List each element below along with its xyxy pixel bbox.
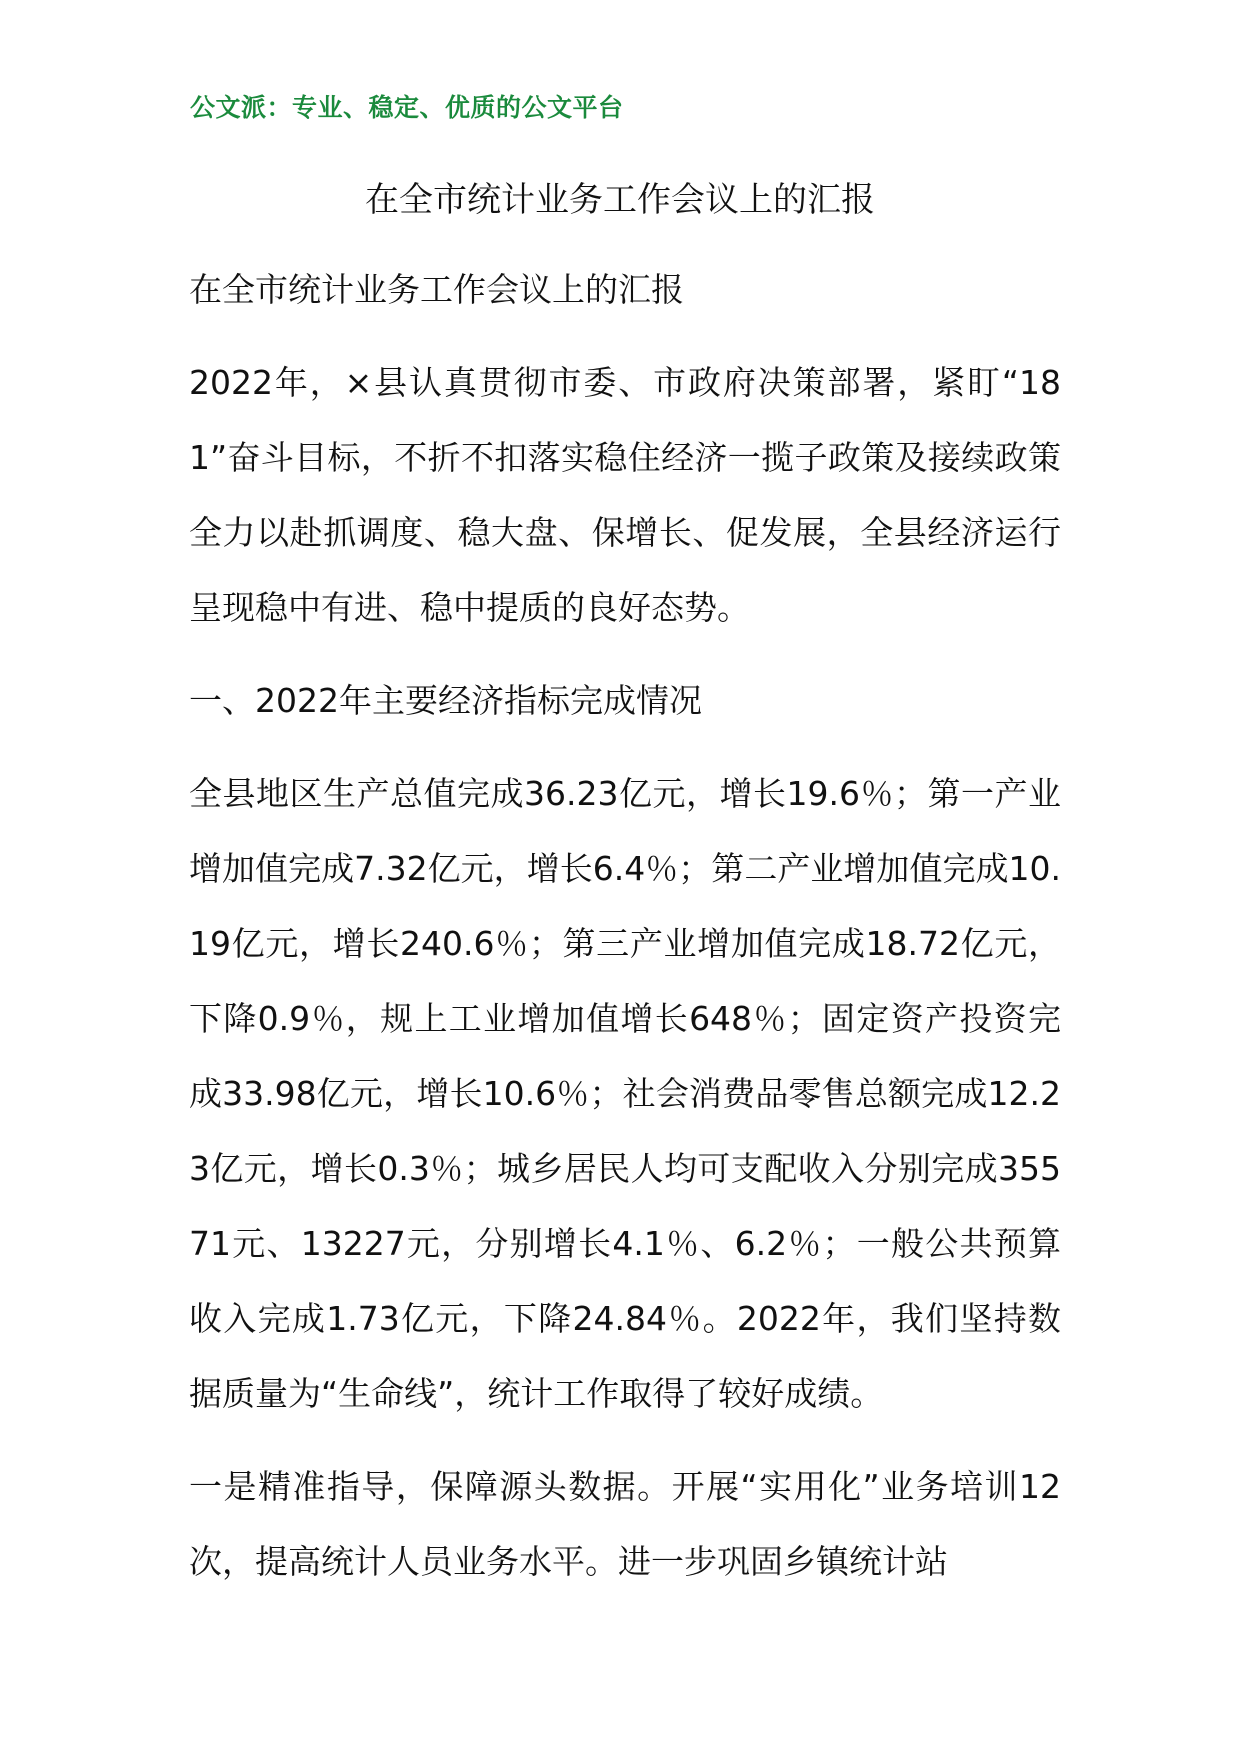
subtitle-paragraph: 在全市统计业务工作会议上的汇报 [189, 270, 684, 309]
indicators-paragraph: 全县地区生产总值完成36.23亿元，增长19.6％；第一产业增加值完成7.32亿元，增长6.4％；第二产业增加值完成10.19亿元，增长240.6％；第三产业增加值完成18.72亿元，下降0.9％，规上工业增加值增长648％；固定资产投资完成33.98亿元，增长10.6％；社会消费品零售总额完成12.23亿元，增长0.3％；城乡居民人均可支配收入分别完成35571元、13227元，分别增长4.1％、6.2％；一般公共预算收入完成1.73亿元，下降24.84％。2022年，我们坚持数据质量为“生命线”，统计工作取得了较好成绩。 [189, 774, 1061, 1413]
measures-paragraph: 一是精准指导，保障源头数据。开展“实用化”业务培训12次，提高统计人员业务水平。进一步巩固乡镇统计站 [189, 1467, 1061, 1581]
intro-paragraph: 2022年，×县认真贯彻市委、市政府决策部署，紧盯“181”奋斗目标，不折不扣落实稳住经济一揽子政策及接续政策全力以赴抓调度、稳大盘、保增长、促发展，全县经济运行呈现稳中有进、稳中提质的良好态势。 [189, 363, 1061, 627]
document-title: 在全市统计业务工作会议上的汇报 [365, 180, 875, 220]
section-heading: 一、2022年主要经济指标完成情况 [189, 681, 702, 720]
document-body [189, 252, 1061, 1617]
platform-banner: 公文派：专业、稳定、优质的公文平台 [190, 93, 624, 122]
